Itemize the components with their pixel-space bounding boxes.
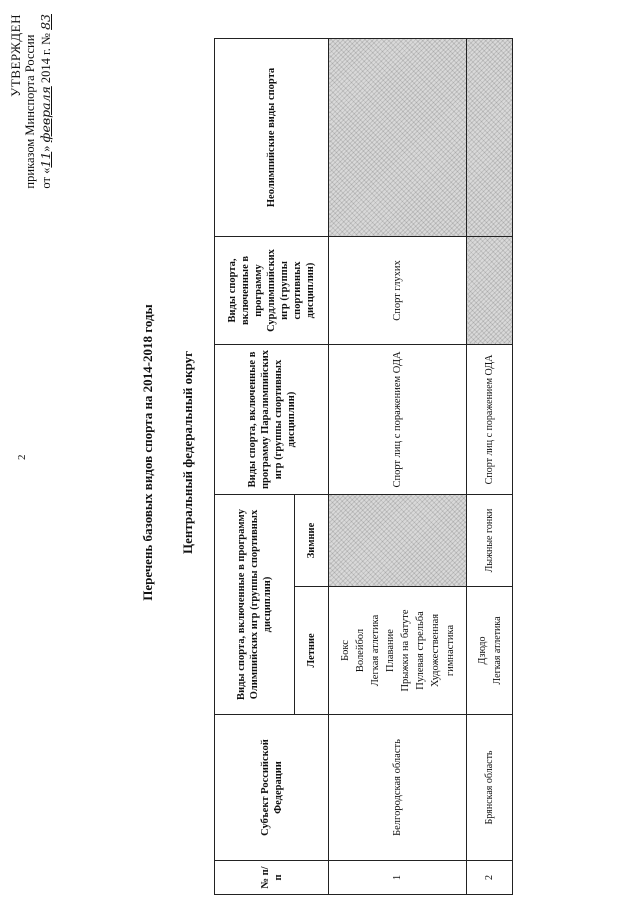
approval-date-prefix: от « [39,167,53,189]
row-paralympic: Спорт лиц с поражением ОДА [329,344,467,494]
sport-item: Прыжки на батуте [399,609,411,692]
row-summer-sports [467,587,513,715]
document-title: Перечень базовых видов спорта на 2014-2018 годы [140,304,155,601]
table-row [467,38,513,894]
approval-day: 11 [38,151,53,168]
header-deaflympic: Виды спорта, включенные в программу Сурдлимпийских игр (группы спортивных дисциплин) [215,236,329,344]
row-nonolympic-empty [329,38,467,236]
row-winter: Лыжные гонки [467,494,513,586]
sport-item: Легкая атлетика [491,616,503,685]
table-row [329,38,467,894]
approval-number: 83 [38,14,53,30]
sport-item: Плавание [384,629,396,672]
row-deaflympic-empty [467,236,513,344]
sport-item: Художественная гимнастика [429,613,456,688]
district-title: Центральный федеральный округ [180,350,195,555]
row-paralympic: Спорт лиц с поражением ОДА [467,344,513,494]
approval-date-mid: » [39,145,53,152]
header-summer: Летние [295,587,329,715]
header-nonolympic: Неолимпийские виды спорта [215,38,329,236]
header-winter: Зимние [295,494,329,586]
header-olympic: Виды спорта, включенные в программу Олимпийских игр (группы спортивных дисциплин) [215,494,295,714]
sport-item: Бокс [339,640,351,661]
row-num: 2 [467,861,513,895]
row-winter-empty [329,494,467,586]
header-paralympic: Виды спорта, включенные в программу Паралимпийских игр (группы спортивных дисциплин) [215,344,329,494]
sport-item: Легкая атлетика [369,614,381,687]
row-deaflympic: Спорт глухих [329,236,467,344]
approval-block [8,14,54,189]
approval-line1: приказом Минспорта России [23,34,37,189]
approval-line2 [38,14,54,189]
row-summer-sports [329,587,467,715]
row-num: 1 [329,861,467,895]
row-nonolympic-empty [467,38,513,236]
row-subject: Брянская область [467,715,513,861]
page-number: 2 [16,454,28,460]
header-subject: Субъект Российской Федерации [215,715,329,861]
approval-title: УТВЕРЖДЕН [8,14,23,97]
sport-item: Дзюдо [476,636,488,665]
header-num: № п/п [215,861,329,895]
sport-item: Волейбол [354,628,366,673]
row-subject: Белгородская область [329,715,467,861]
approval-month: февраля [38,86,53,143]
sport-item: Пулевая стрельба [414,611,426,690]
approval-year: 2014 г. № [39,33,53,84]
sports-table [214,38,513,895]
